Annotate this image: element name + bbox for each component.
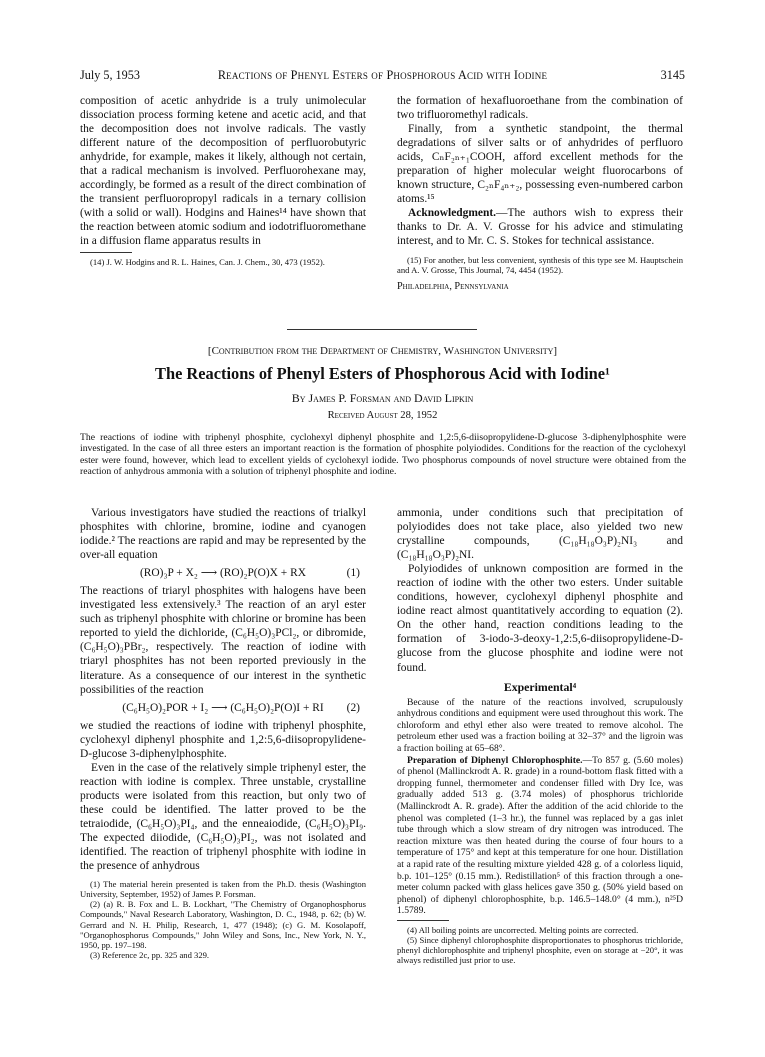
paragraph: ammonia, under conditions such that precipitation of polyiodides does not take place, also yielded two new crystalline compounds, (C₁₈H₁₈O₃P)₂NI₃ and (C₁₈H₁₈O₃P)₂NI. bbox=[397, 507, 683, 562]
equation-1-body: (RO)₃P + X₂ ⟶ (RO)₂P(O)X + RX bbox=[139, 567, 306, 580]
equation-2 bbox=[80, 701, 366, 715]
footnotes bbox=[397, 255, 683, 275]
equation-2-body: (C₆H₅O)₂POR + I₂ ⟶ (C₆H₅O)₂P(O)I + RI bbox=[122, 701, 324, 714]
paragraph-text: —To 857 g. (5.60 moles) of phenol (Mallinckrodt A. R. grade) in a round-bottom flask fitted with a dropping funnel, thermometer and condenser filled with Dry Ice, was gradually added 513 g. (3.74 moles) of phosphorus trichloride (Mallinckrodt A. R. grade). After the addition of the acid chloride to the phenol was completed (1–3 hr.), the funnel was replaced by a gas inlet tube through which a slow stream of dry nitrogen was introduced. The reaction mixture was then heated during the course of four hours to a temperature of 175° and kept at this temperature for one hour. Distillation at a rapid rate of the resulting mixture yielded 428 g. of a colorless liquid, b.p. 101–125° (0.15 mm.). Redistillation⁵ of this fraction through a one-meter column packed with glass helices gave 350 g. (50% yield based on phenol) of diphenyl chlorophosphite, b.p. 146.5–148.0° (4 mm.), n²⁵D 1.5789. bbox=[397, 754, 684, 917]
footnotes bbox=[80, 879, 366, 960]
acknowledgment-text: —The authors wish to express their thanks to Dr. A. V. Grosse for his advice and stimulating interest, and to Mr. C. S. Stokes for technical assistance. bbox=[397, 207, 683, 248]
paragraph bbox=[397, 755, 683, 917]
paragraph: the formation of hexafluoroethane from the combination of two trifluoromethyl radicals. bbox=[397, 95, 683, 122]
acknowledgment bbox=[397, 206, 683, 248]
paragraph: Because of the nature of the reactions involved, scrupulously anhydrous conditions and equipment were used throughout this work. The chloroform and ethyl ether also were treated to remove alcohol. The petroleum ether used was a fraction boiling at 32–37° and the ligroin was a fraction boiling at 65–68°. bbox=[397, 696, 683, 754]
footnote-1: (1) The material herein presented is taken from the Ph.D. thesis (Washington University, September, 1952) of James P. Forsman. bbox=[80, 879, 366, 900]
paragraph: we studied the reactions of iodine with triphenyl phosphite, cyclohexyl diphenyl phosphite and 1,2:5,6-diisopropylidene-D-glucose 3-diphenylphosphite. bbox=[80, 719, 366, 760]
paragraph: Various investigators have studied the reactions of trialkyl phosphites with chlorine, bromine, iodine and cyanogen iodide.² The reactions are rapid and may be represented by the over-all equation bbox=[80, 507, 366, 562]
received-date: Received August 28, 1952 bbox=[327, 410, 438, 421]
footnote-15: (15) For another, but less convenient, synthesis of this type see M. Hauptschein and A. V. Grosse, This Journal, 74, 4454 (1952). bbox=[397, 254, 683, 275]
equation-2-number: (2) bbox=[346, 701, 360, 714]
footnote-2: (2) (a) R. B. Fox and L. B. Lockhart, "The Chemistry of Organophosphorus Compounds," Naval Research Laboratory, Washington, D. C., 1948, p. 62; (b) W. Gerrard and N. H. Philip, Research, 1, 477 (1948); (c) G. M. Kosolapoff, "Organophosphorus Compounds," John Wiley and Sons, Inc., New York, N. Y., 1950, pp. 197–198. bbox=[80, 899, 366, 950]
footnote-rule bbox=[397, 920, 449, 921]
equation-1-number: (1) bbox=[346, 567, 360, 580]
abstract: The reactions of iodine with triphenyl phosphite, cyclohexyl diphenyl phosphite and 1,2:5,6-diisopropylidene-D-glucose 3-diphenylphosphite were investigated. In the case of all three esters an important reaction is the formation of phosphite polyiodides. Conditions for the reaction of the cyclohexyl ester were found, however, which lead to excellent yields of cyclohexyl iodide. Two phosphorus compounds of novel structure were obtained from the reaction of anhydrous ammonia with a solution of triphenyl phosphite and iodine. bbox=[80, 432, 686, 477]
footnotes bbox=[397, 920, 683, 965]
header-page-number: 3145 bbox=[660, 68, 685, 82]
footnote-14: (14) J. W. Hodgins and R. L. Haines, Can. J. Chem., 30, 473 (1952). bbox=[90, 256, 325, 267]
experimental-text bbox=[397, 697, 683, 917]
article-title: The Reactions of Phenyl Esters of Phosphorous Acid with Iodine¹ bbox=[155, 364, 610, 383]
article-separator-rule bbox=[287, 329, 477, 330]
running-header bbox=[80, 68, 685, 84]
footnote-rule bbox=[80, 252, 132, 253]
run-in-heading: Preparation of Diphenyl Chlorophosphite. bbox=[407, 754, 583, 766]
footnote-4: (4) All boiling points are uncorrected. Melting points are corrected. bbox=[407, 924, 639, 935]
paragraph: Even in the case of the relatively simple triphenyl ester, the reaction with iodine is complex. Three unstable, crystalline products were isolated from this reaction, but only two of these could be identified. The latter proved to be the tetraiodide, (C₆H₅O)₃PI₄, and the enneaiodide, (C₆H₅O)₃PI₉. The expected diiodide, (C₆H₅O)₃PI₂, was not isolated and identified. The reaction of triphenyl phosphite with iodine in the presence of anhydrous bbox=[80, 761, 366, 873]
article-left-column bbox=[80, 506, 366, 960]
equation-1 bbox=[80, 566, 366, 580]
paragraph: composition of acetic anhydride is a truly unimolecular dissociation process forming ketene and acetic acid, and that the decomposition does not involve radicals. The vastly different nature of the decomposition of perfluorobutyric anhydride, for example, makes it likely, although not certain, that a radical mechanism is involved. Perfluorohexane may, accordingly, be formed as a result of the direct combination of the transient perfluoropropyl radicals in a ternary collision (with a solid or wall). Hodgins and Haines¹⁴ have shown that the reaction between atomic sodium and iodotrifluoromethane in a diffusion flame apparatus results in bbox=[80, 95, 366, 248]
paragraph: Polyiodides of unknown composition are formed in the reaction of iodine with the other two esters. Under suitable conditions, however, cyclohexyl diphenyl phosphite and iodine react almost quantitatively according to equation (2). On the other hand, reaction conditions leading to the formation of 3-iodo-3-deoxy-1,2:5,6-diisopropylidene-D-glucose from the glucose phosphite and iodine were not found. bbox=[397, 563, 683, 674]
location-line: Philadelphia, Pennsylvania bbox=[397, 280, 509, 292]
prev-article-right-column bbox=[397, 94, 683, 294]
footnotes bbox=[80, 252, 366, 267]
section-heading-experimental: Experimental⁴ bbox=[503, 679, 577, 694]
article-authors: By James P. Forsman and David Lipkin bbox=[291, 391, 474, 405]
contribution-line: [Contribution from the Department of Chemistry, Washington University] bbox=[207, 345, 558, 357]
paragraph: Finally, from a synthetic standpoint, the thermal degradations of silver salts or of anhydrides of perfluoro acids, CₙF₂ₙ₊₁COOH, afford excellent methods for the preparation of higher molecular weight fluorocarbons of known structure, C₂ₙF₄ₙ₊₂, possessing even-numbered carbon atoms.¹⁵ bbox=[397, 123, 683, 206]
prev-article-left-column bbox=[80, 94, 366, 267]
header-date: July 5, 1953 bbox=[80, 68, 140, 82]
paragraph: The reactions of triaryl phosphites with halogens have been investigated less extensively.³ The reaction of an aryl ester such as triphenyl phosphite with chlorine or bromine has been reported to yield the dichloride, (C₆H₅O)₃PCl₂, or dibromide, (C₆H₅O)₃PBr₂, respectively. The reaction of iodine with triaryl phosphites has not been reported previously in the literature. As a consequence of our interest in the synthetic possibilities of the reaction bbox=[80, 585, 366, 696]
header-running-title: Reactions of Phenyl Esters of Phosphorous Acid with Iodine bbox=[217, 68, 548, 82]
article-right-column bbox=[397, 506, 683, 965]
acknowledgment-heading: Acknowledgment. bbox=[408, 207, 497, 220]
footnote-5: (5) Since diphenyl chlorophosphite disproportionates to phosphorus trichloride, phenyl dichlorophosphite and triphenyl phosphite, even on storage at −20°, it was always redistilled just prior to use. bbox=[397, 934, 683, 966]
footnote-3: (3) Reference 2c, pp. 325 and 329. bbox=[90, 949, 210, 960]
